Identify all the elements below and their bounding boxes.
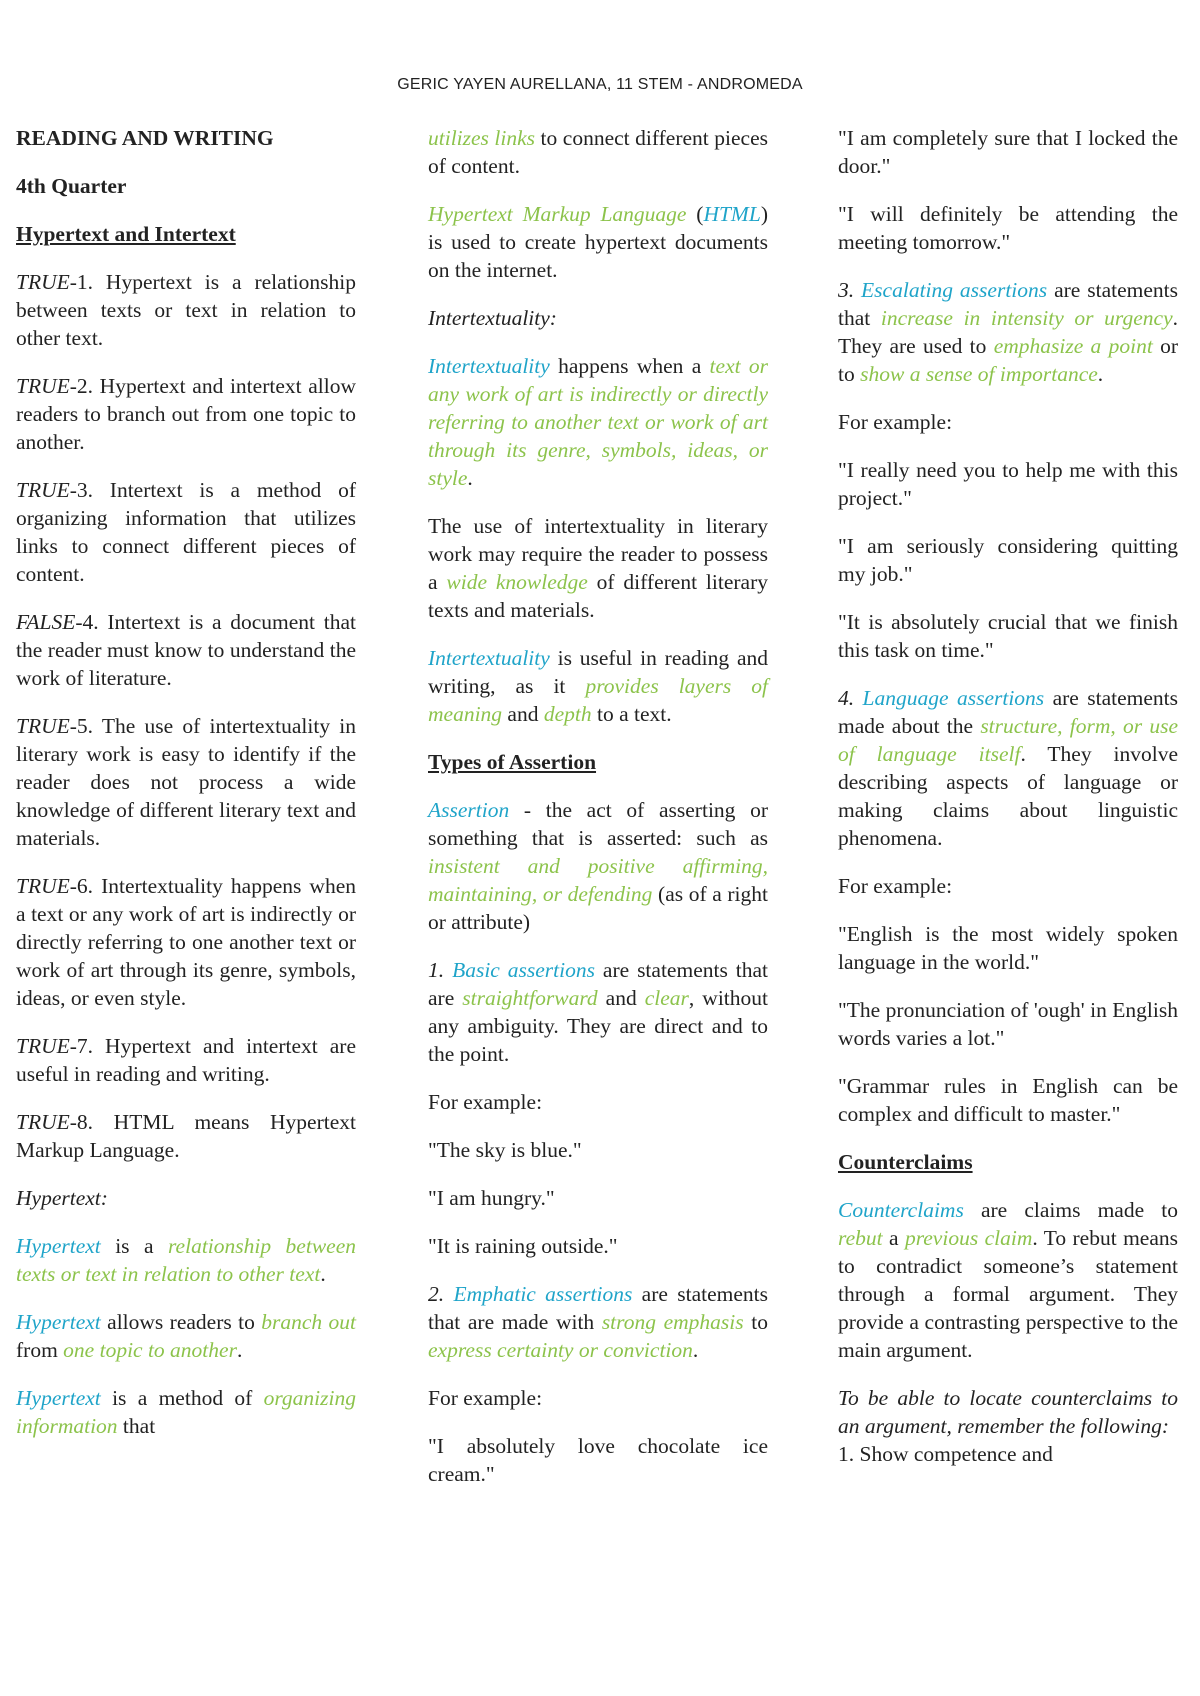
intertextuality-usage: The use of intertextuality in literary work may require the reader to possess a wide knowledge of different literary texts and materials. [428,514,768,622]
for-example-label: For example: [428,1090,543,1114]
example-quote: "I am seriously considering quitting my job." [838,534,1178,586]
basic-assertions: 1. Basic assertions are statements that are straightforward and clear, without any ambiguity. They are direct and to the point. [428,958,769,1066]
quiz-item-2: TRUE-2. Hypertext and intertext allow readers to branch out from one topic to another. [16,374,356,454]
html-definition: Hypertext Markup Language (HTML) is used to create hypertext documents on the internet. [428,202,768,282]
example-quote: "English is the most widely spoken language in the world." [838,922,1178,974]
quiz-item-4: FALSE-4. Intertext is a document that the reader must know to understand the work of literature. [16,610,356,690]
example-quote: "I am completely sure that I locked the door." [838,126,1178,178]
hypertext-definition-3: Hypertext is a method of organizing information that [16,1386,356,1438]
emphatic-assertions: 2. Emphatic assertions are statements that are made with strong emphasis to express certainty or conviction. [428,1282,768,1362]
intertextuality-usefulness: Intertextuality is useful in reading and writing, as it provides layers of meaning and depth to a text. [428,646,769,726]
escalating-assertions: 3. Escalating assertions are statements that increase in intensity or urgency. They are used to emphasize a point or to show a sense of importance. [838,278,1178,386]
example-quote: "I really need you to help me with this project." [838,458,1178,510]
intertextuality-subheading: Intertextuality: [428,306,557,330]
hypertext-definition-3-cont: utilizes links to connect different pieces of content. [428,126,769,178]
example-quote: "Grammar rules in English can be complex and difficult to master." [838,1074,1178,1126]
section-heading-types-of-assertion: Types of Assertion [428,750,597,774]
example-quote: "The pronunciation of 'ough' in English words varies a lot." [838,998,1178,1050]
example-quote: "It is absolutely crucial that we finish this task on time." [838,610,1178,662]
hypertext-definition-2: Hypertext allows readers to branch out from one topic to another. [16,1310,357,1362]
example-quote: "The sky is blue." [428,1138,582,1162]
hypertext-definition-1: Hypertext is a relationship between texts or text in relation to other text. [16,1234,356,1286]
for-example-label: For example: [838,410,953,434]
example-quote: "I am hungry." [428,1186,555,1210]
section-heading-hypertext-intertext: Hypertext and Intertext [16,222,236,246]
page-header: GERIC YAYEN AURELLANA, 11 STEM - ANDROMEDA [397,76,803,93]
example-quote: "I absolutely love chocolate ice cream." [428,1434,768,1486]
hypertext-subheading: Hypertext: [16,1186,108,1210]
quarter-title: 4th Quarter [16,174,127,198]
quiz-item-7: TRUE-7. Hypertext and intertext are useful in reading and writing. [16,1034,356,1086]
column-1 [16,124,356,1460]
quiz-item-8: TRUE-8. HTML means Hypertext Markup Language. [16,1110,356,1162]
intertextuality-definition: Intertextuality happens when a text or any work of art is indirectly or directly referring to another text or work of art through its genre, symbols, ideas, or style. [428,354,768,490]
assertion-definition: Assertion - the act of asserting or something that is asserted: such as insistent and positive affirming, maintaining, or defending (as of a right or attribute) [428,798,768,934]
example-quote: "It is raining outside." [428,1234,618,1258]
section-heading-counterclaims: Counterclaims [838,1150,973,1174]
quiz-item-6: TRUE-6. Intertextuality happens when a text or any work of art is indirectly or directly referring to one another text or work of art through its genre, symbols, ideas, or even style. [16,874,356,1010]
column-3 [838,124,1178,1488]
language-assertions: 4. Language assertions are statements made about the structure, form, or use of language itself. They involve describing aspects of language or making claims about linguistic phenomena. [838,686,1179,850]
quiz-item-1: TRUE-1. Hypertext is a relationship between texts or text in relation to other text. [16,270,356,350]
quiz-item-5: TRUE-5. The use of intertextuality in literary work is easy to identify if the reader does not process a wide knowledge of different literary text and materials. [16,714,356,850]
subject-title: READING AND WRITING [16,126,274,150]
locate-counterclaims-intro: To be able to locate counterclaims to an argument, remember the following: [838,1386,1178,1438]
counterclaims-definition: Counterclaims are claims made to rebut a previous claim. To rebut means to contradict someone’s statement through a formal argument. They provide a contrasting perspective to the main argument. [838,1198,1178,1362]
example-quote: "I will definitely be attending the meeting tomorrow." [838,202,1178,254]
for-example-label: For example: [838,874,953,898]
counterclaims-step-1: 1. Show competence and [838,1442,1053,1466]
quiz-item-3: TRUE-3. Intertext is a method of organizing information that utilizes links to connect different pieces of content. [16,478,356,586]
column-2 [428,124,768,1508]
for-example-label: For example: [428,1386,543,1410]
